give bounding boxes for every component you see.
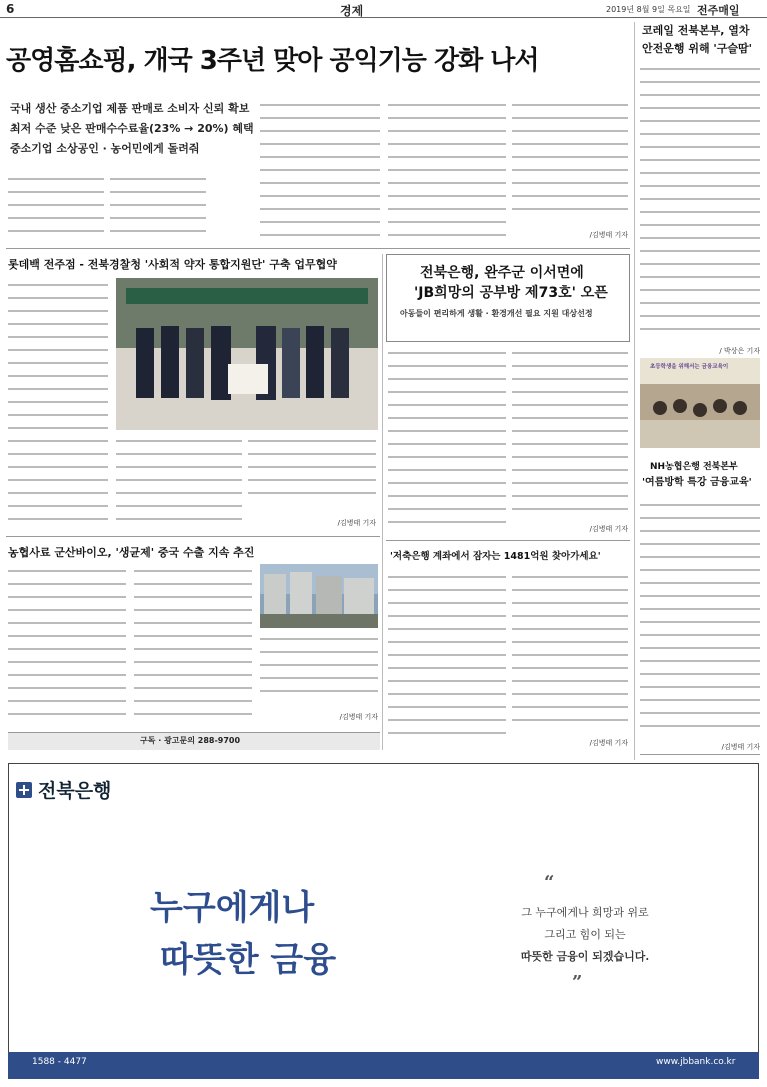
article2-body-col-2 [116, 436, 242, 530]
classroom-banner-text: 초등학생을 위해서는 금융교육이 [650, 364, 729, 370]
lead-body-col-2 [110, 174, 206, 236]
sidebar-byline: /김병태 기자 [721, 743, 760, 751]
article2-body-col-1 [8, 280, 108, 530]
lead-subhead-3: 중소기업 소상공인 · 농어민에게 돌려줘 [10, 142, 200, 155]
article3-headline: 농협사료 군산바이오, '생균제' 중국 수출 지속 추진 [8, 546, 255, 559]
article3-body-col-1 [8, 566, 126, 726]
lead-byline: /김병태 기자 [589, 231, 628, 239]
article3-byline: /김병태 기자 [339, 713, 378, 721]
column-divider [634, 22, 635, 760]
classroom-photo [640, 358, 760, 448]
signing-ceremony-photo [116, 278, 378, 430]
boxed-body-col-1 [388, 348, 506, 528]
bank-logo-text: 전북은행 [38, 780, 112, 802]
boxed-byline: /김병태 기자 [589, 525, 628, 533]
ad-footer-bar [8, 1052, 759, 1079]
sidebar-headline-3: NH농협은행 전북본부 [650, 462, 738, 472]
article5-byline: /김병태 기자 [589, 739, 628, 747]
issue-date: 2019년 8월 9일 목요일 [606, 5, 691, 14]
quote-open-mark: “ [544, 872, 555, 893]
lead-body-col-5 [512, 100, 628, 220]
divider [386, 540, 630, 541]
sidebar-body-1 [640, 64, 760, 340]
newspaper-name: 전주매일 [697, 4, 740, 17]
bank-logo-icon [16, 782, 32, 798]
column-divider [382, 254, 383, 750]
lead-subhead-2: 최저 수준 낮은 판매수수료율(23% → 20%) 혜택 [10, 122, 254, 135]
sidebar-photo-caption: / 박상은 기자 [719, 347, 760, 355]
ad-phone-number: 1588 - 4477 [32, 1057, 87, 1067]
subscribe-info: 구독 · 광고문의 288-9700 [140, 736, 241, 745]
photo-illustration [116, 278, 378, 430]
sidebar-headline-2: 안전운행 위해 '구슬땀' [642, 42, 753, 55]
ad-quote-line-3: 따뜻한 금융이 되겠습니다. [520, 950, 650, 963]
article2-body-col-3 [248, 436, 376, 502]
boxed-headline-2: 'JB희망의 공부방 제73호' 오픈 [414, 285, 608, 301]
article2-headline: 롯데백 전주점 - 전북경찰청 '사회적 약자 통합지원단' 구축 업무협약 [8, 258, 337, 271]
section-name: 경제 [340, 4, 364, 18]
classroom-illustration [640, 358, 760, 448]
small-imprint [640, 754, 760, 760]
boxed-body-col-2 [512, 348, 628, 518]
ad-website: www.jbbank.co.kr [656, 1057, 736, 1067]
ad-slogan-line-2: 따뜻한 금융 [160, 940, 337, 980]
boxed-headline-1: 전북은행, 완주군 이서면에 [420, 265, 584, 281]
lead-body-col-1 [8, 174, 104, 236]
article3-body-col-3 [260, 634, 378, 700]
divider [6, 536, 380, 537]
ad-slogan-line-1: 누구에게나 [150, 888, 315, 928]
lead-body-col-4 [388, 100, 506, 240]
lead-subhead-1: 국내 생산 중소기업 제품 판매로 소비자 신뢰 확보 [10, 102, 250, 115]
sidebar-headline-1: 코레일 전북본부, 열차 [642, 24, 750, 37]
quote-close-mark: ” [572, 972, 583, 993]
boxed-subtitle: 아동들이 편리하게 생활 · 환경개선 필요 지원 대상선정 [400, 309, 593, 318]
ad-quote-line-2: 그리고 힘이 되는 [544, 928, 626, 941]
lead-headline: 공영홈쇼핑, 개국 3주년 맞아 공익기능 강화 나서 [6, 46, 539, 76]
article5-body-col-2 [512, 572, 628, 728]
factory-photo [260, 564, 378, 628]
factory-illustration [260, 564, 378, 628]
article2-byline: /김병태 기자 [337, 519, 376, 527]
lead-body-col-3 [260, 100, 380, 240]
sidebar-body-2 [640, 500, 760, 738]
ad-quote-line-1: 그 누구에게나 희망과 위로 [521, 906, 649, 919]
sidebar-headline-4: '여름방학 특강 금융교육' [642, 477, 752, 488]
article3-body-col-2 [134, 566, 252, 726]
divider [6, 248, 630, 249]
article5-headline: '저축은행 계좌에서 잠자는 1481억원 찾아가세요' [390, 551, 601, 562]
article5-body-col-1 [388, 572, 506, 740]
page-number: 6 [6, 2, 15, 16]
